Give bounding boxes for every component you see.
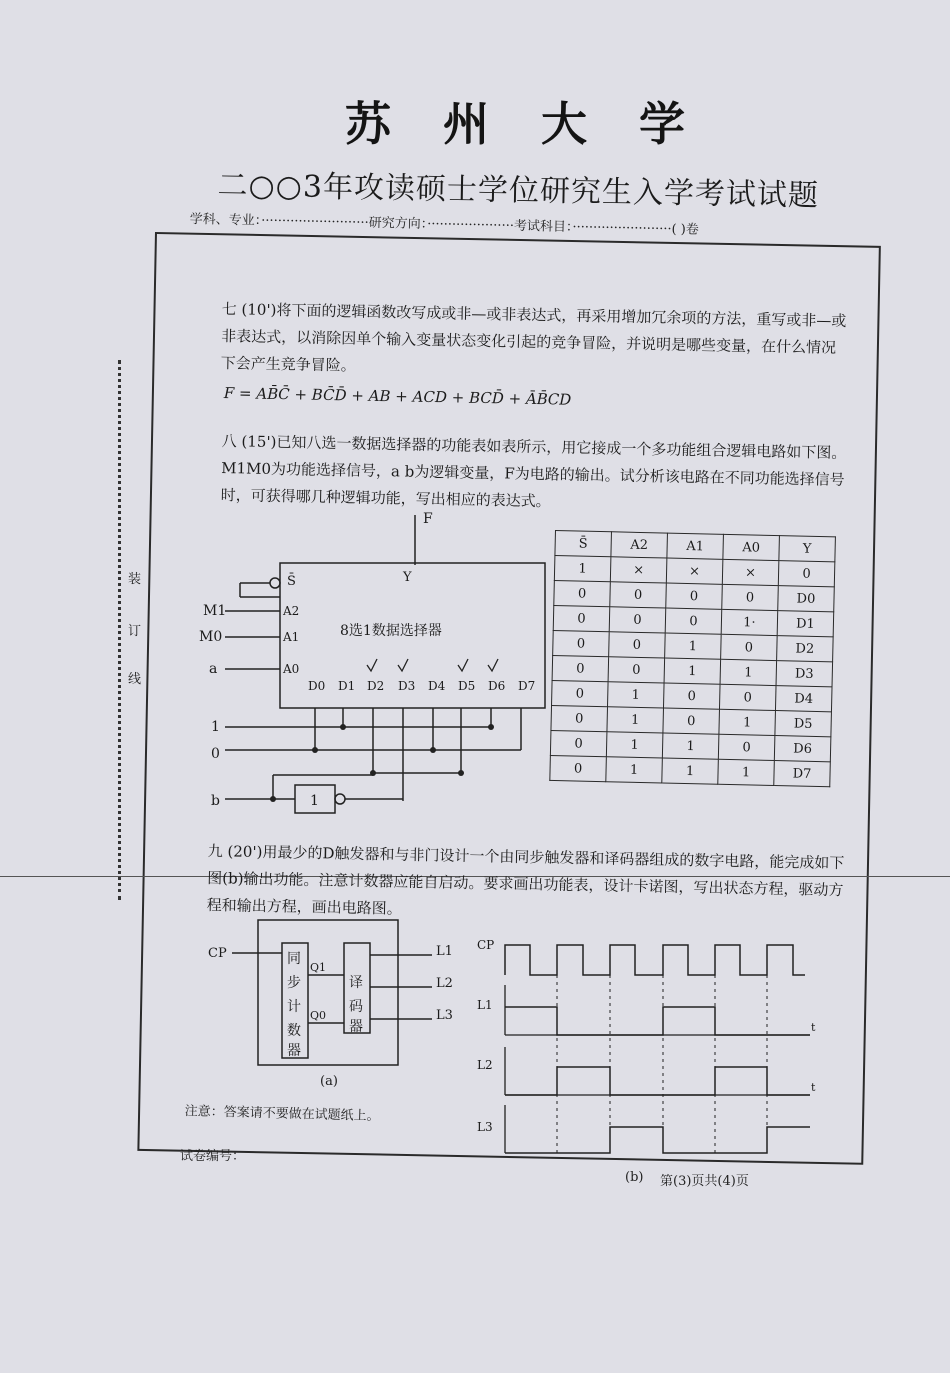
mux-out-pin: Y xyxy=(403,570,412,585)
counter-q0: Q0 xyxy=(310,1009,327,1022)
table-cell: 1 xyxy=(720,659,777,685)
table-header: Y xyxy=(779,536,836,562)
wave-l2 xyxy=(505,1067,810,1095)
table-cell: D2 xyxy=(777,636,834,662)
university-title: 苏州大学 xyxy=(345,97,737,151)
decoder-char-3: 器 xyxy=(349,1019,363,1035)
table-cell: 0 xyxy=(666,583,723,609)
table-cell: D5 xyxy=(775,711,832,737)
table-cell: 0 xyxy=(552,655,609,681)
table-cell: × xyxy=(610,557,667,583)
mux-label: 8选1数据选择器 xyxy=(340,623,442,639)
mux-d7: D7 xyxy=(518,679,536,693)
table-cell: 1 xyxy=(662,733,719,759)
table-cell: 0 xyxy=(718,734,775,760)
binding-char-2: 订 xyxy=(128,624,142,639)
table-cell: 0 xyxy=(778,561,835,587)
mux-function-table xyxy=(549,530,836,787)
counter-char-4: 数 xyxy=(287,1023,301,1039)
counter-char-1: 同 xyxy=(287,951,301,967)
exam-meta-line: 学科、专业：··························研究方向：·····················考试科目：························( )卷 xyxy=(189,211,699,238)
table-header: A1 xyxy=(667,533,724,559)
wave-cp xyxy=(505,945,805,975)
table-cell: D4 xyxy=(775,686,832,712)
paper-number-label: 试卷编号： xyxy=(180,1149,246,1164)
question-7-formula: F = AB̄C̄ + BC̄D̄ + AB + ACD + BCD̄ + ĀB̄CD xyxy=(223,384,572,409)
table-cell: 0 xyxy=(665,608,722,634)
decoder-char-2: 码 xyxy=(349,999,363,1015)
table-cell: 0 xyxy=(553,630,610,656)
table-cell: 1 xyxy=(608,682,665,708)
table-cell: 0 xyxy=(610,582,667,608)
counter-char-2: 步 xyxy=(287,975,301,991)
table-cell: 0 xyxy=(554,580,611,606)
answer-note: 注意：答案请不要做在试题纸上。 xyxy=(184,1103,380,1125)
table-cell: 0 xyxy=(550,755,607,781)
table-cell: 1 xyxy=(607,707,664,733)
table-cell: 1 xyxy=(606,757,663,783)
mux-d1: D1 xyxy=(338,679,356,693)
input-zero: 0 xyxy=(211,746,220,762)
table-header: A2 xyxy=(611,532,668,558)
exam-title: 二○○3年攻读硕士学位研究生入学考试试题 xyxy=(217,167,820,214)
mux-enable-pin: S̄ xyxy=(287,574,296,589)
block-input-cp: CP xyxy=(208,946,227,961)
table-cell: 1 xyxy=(662,758,719,784)
waveform-diagram xyxy=(475,935,835,1160)
mux-d3: D3 xyxy=(398,679,416,693)
waveform-caption: (b) xyxy=(625,1170,644,1185)
question-9-text: 九 (20')用最少的D触发器和与非门设计一个由同步触发器和译码器组成的数字电路，能完成如下图(b)输出功能。注意计数器应能自启动。要求画出功能表，设计卡诺图，写出状态方程，驱动方程和输出方程，画出电路图。 xyxy=(206,841,845,918)
block-caption: (a) xyxy=(320,1074,338,1089)
binding-dotted-line xyxy=(118,360,125,900)
table-cell: 0 xyxy=(551,705,608,731)
table-cell: 1 xyxy=(606,732,663,758)
mux-sel-a0: A0 xyxy=(283,662,300,676)
block-output-l3: L3 xyxy=(436,1008,453,1023)
table-cell: 1 xyxy=(554,556,611,582)
input-m1: M1 xyxy=(203,603,227,619)
table-cell: 0 xyxy=(722,584,779,610)
counter-q1: Q1 xyxy=(310,961,327,974)
table-cell: 1 xyxy=(665,633,722,659)
table-cell: 0 xyxy=(719,684,776,710)
mux-d2: D2 xyxy=(367,679,385,693)
table-cell: D0 xyxy=(778,586,835,612)
counter-decoder-block-diagram xyxy=(200,915,470,1095)
table-cell: 1 xyxy=(718,759,775,785)
block-output-l2: L2 xyxy=(436,976,453,991)
wave-l3 xyxy=(505,1127,810,1153)
table-cell: 0 xyxy=(552,680,609,706)
wave-label-l3: L3 xyxy=(477,1120,493,1134)
input-m0: M0 xyxy=(199,629,223,645)
table-cell: D6 xyxy=(774,736,831,762)
table-cell: 0 xyxy=(721,634,778,660)
circuit-output-label: F xyxy=(423,511,433,527)
wave-label-l1: L1 xyxy=(477,998,493,1012)
table-cell: 0 xyxy=(609,607,666,633)
wave-label-l2: L2 xyxy=(477,1058,493,1072)
question-7-text: 七 (10')将下面的逻辑函数改写成或非—或非表达式，再采用增加冗余项的方法，重写或非—或非表达式，以消除因单个输入变量状态变化引起的竞争冒险，并说明是哪些变量，在什么情况下会产生竞争冒险。 xyxy=(220,299,847,375)
table-cell: 0 xyxy=(553,605,610,631)
table-cell: 0 xyxy=(663,708,720,734)
table-cell: 1 xyxy=(719,709,776,735)
binding-char-3: 线 xyxy=(128,672,142,687)
table-cell: D1 xyxy=(777,611,834,637)
wave-l1 xyxy=(505,1007,810,1035)
table-cell: D7 xyxy=(774,761,831,787)
table-cell: 0 xyxy=(609,632,666,658)
mux-sel-a2: A2 xyxy=(283,604,300,618)
table-header: S̄ xyxy=(555,531,612,557)
mux-d4: D4 xyxy=(428,679,446,693)
page-number: 第(3)页共(4)页 xyxy=(660,1174,749,1189)
table-cell: 1· xyxy=(721,609,778,635)
table-cell: 0 xyxy=(550,730,607,756)
mux-circuit-diagram xyxy=(195,505,555,815)
block-output-l1: L1 xyxy=(436,944,453,959)
mux-d0: D0 xyxy=(308,679,326,693)
inverter-label: 1 xyxy=(310,793,319,809)
counter-char-3: 计 xyxy=(287,999,301,1015)
input-a: a xyxy=(209,661,218,677)
binding-char-1: 装 xyxy=(128,572,142,587)
wave-axis-t1: t xyxy=(811,1021,816,1034)
wave-axis-t2: t xyxy=(811,1081,816,1094)
input-one: 1 xyxy=(211,719,220,735)
decoder-char-1: 译 xyxy=(349,975,363,991)
wave-label-cp: CP xyxy=(477,938,495,952)
counter-char-5: 器 xyxy=(287,1043,301,1059)
table-cell: × xyxy=(666,558,723,584)
table-cell: D3 xyxy=(776,661,833,687)
input-b: b xyxy=(211,793,220,809)
mux-d6: D6 xyxy=(488,679,506,693)
question-8-text: 八 (15')已知八选一数据选择器的功能表如表所示，用它接成一个多功能组合逻辑电路如下图。M1M0为功能选择信号，a b为逻辑变量，F为电路的输出。试分析该电路在不同功能选择信号时，可获得哪几种逻辑功能，写出相应的表达式。 xyxy=(220,431,847,511)
table-cell: 1 xyxy=(664,658,721,684)
table-cell: 0 xyxy=(663,683,720,709)
mux-sel-a1: A1 xyxy=(283,630,300,644)
table-cell: × xyxy=(722,559,779,585)
table-header: A0 xyxy=(723,534,780,560)
mux-d5: D5 xyxy=(458,679,476,693)
table-cell: 0 xyxy=(608,657,665,683)
